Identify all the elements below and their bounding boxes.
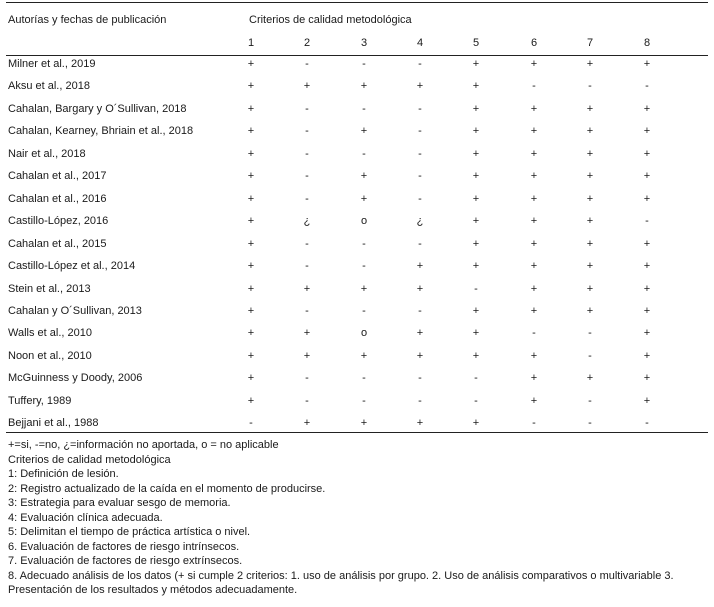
table-row: [0, 238, 714, 260]
criteria-cell-4: -: [418, 147, 422, 160]
criteria-cell-6: +: [530, 192, 538, 205]
criteria-number-6: 6: [530, 37, 538, 49]
table-row: [0, 327, 714, 349]
criteria-cell-4: +: [416, 80, 424, 93]
table-row: [0, 305, 714, 327]
row-author: Cahalan et al., 2016: [8, 192, 107, 205]
criteria-cell-8: +: [643, 260, 651, 273]
criteria-cell-6: +: [530, 170, 538, 183]
criteria-cell-2: +: [303, 327, 311, 340]
table-row: [0, 148, 714, 170]
criteria-cell-1: +: [247, 349, 255, 362]
criteria-cell-7: +: [586, 170, 594, 183]
criteria-cell-3: -: [362, 58, 366, 70]
criteria-cell-7: +: [586, 282, 594, 295]
criteria-cell-2: -: [305, 170, 309, 183]
criteria-cell-3: -: [362, 394, 366, 407]
criteria-cell-6: -: [532, 327, 536, 340]
row-author: Aksu et al., 2018: [8, 80, 90, 93]
row-author: Milner et al., 2019: [8, 58, 96, 70]
criteria-cell-2: +: [303, 282, 311, 295]
criteria-cell-5: +: [472, 80, 480, 93]
criteria-cell-5: +: [472, 417, 480, 430]
row-author: Walls et al., 2010: [8, 327, 92, 340]
row-author: Nair et al., 2018: [8, 147, 86, 160]
criteria-cell-8: -: [645, 215, 649, 228]
criteria-cell-2: -: [305, 125, 309, 138]
criteria-cell-8: +: [643, 237, 651, 250]
criteria-cell-2: -: [305, 304, 309, 317]
criteria-cell-7: +: [586, 215, 594, 228]
header-bottom-rule: [6, 55, 708, 56]
criteria-cell-3: +: [360, 282, 368, 295]
criteria-cell-4: -: [418, 372, 422, 385]
criteria-item-3: 3: Estrategia para evaluar sesgo de memoria.: [8, 497, 231, 509]
criteria-cell-7: -: [588, 417, 592, 430]
criteria-cell-8: +: [643, 58, 651, 70]
table-row: [0, 215, 714, 237]
row-author: Cahalan et al., 2015: [8, 237, 107, 250]
criteria-cell-7: +: [586, 147, 594, 160]
criteria-cell-7: +: [586, 304, 594, 317]
criteria-cell-8: -: [645, 417, 649, 430]
criteria-cell-5: -: [474, 282, 478, 295]
criteria-cell-2: +: [303, 417, 311, 430]
criteria-cell-5: +: [472, 102, 480, 115]
row-author: Stein et al., 2013: [8, 282, 91, 295]
criteria-cell-8: +: [643, 282, 651, 295]
table-row: [0, 417, 714, 439]
criteria-cell-6: +: [530, 58, 538, 70]
criteria-cell-4: -: [418, 237, 422, 250]
criteria-cell-1: +: [247, 58, 255, 70]
criteria-item-7: 7. Evaluación de factores de riesgo extrínsecos.: [8, 555, 243, 567]
criteria-cell-8: -: [645, 80, 649, 93]
legend-note: +=si, -=no, ¿=información no aportada, o = no aplicable: [8, 439, 279, 451]
criteria-number-5: 5: [472, 37, 480, 49]
row-author: Castillo-López et al., 2014: [8, 260, 136, 273]
criteria-heading-note: Criterios de calidad metodológica: [8, 453, 171, 466]
criteria-cell-2: ¿: [303, 215, 311, 228]
criteria-number-4: 4: [416, 37, 424, 49]
criteria-cell-5: +: [472, 170, 480, 183]
criteria-cell-3: -: [362, 147, 366, 160]
criteria-cell-2: -: [305, 372, 309, 385]
table-row: [0, 260, 714, 282]
criteria-cell-1: +: [247, 215, 255, 228]
criteria-cell-4: -: [418, 394, 422, 407]
criteria-cell-1: +: [247, 237, 255, 250]
criteria-cell-5: +: [472, 327, 480, 340]
criteria-cell-6: +: [530, 260, 538, 273]
table-row: [0, 372, 714, 394]
criteria-cell-1: +: [247, 260, 255, 273]
criteria-cell-2: -: [305, 147, 309, 160]
criteria-cell-8: +: [643, 327, 651, 340]
criteria-cell-7: +: [586, 192, 594, 205]
criteria-cell-1: +: [247, 80, 255, 93]
criteria-number-1: 1: [247, 37, 255, 49]
criteria-cell-4: -: [418, 170, 422, 183]
row-author: Cahalan, Bargary y O´Sullivan, 2018: [8, 102, 187, 115]
criteria-cell-4: -: [418, 102, 422, 115]
row-author: Bejjani et al., 1988: [8, 417, 99, 430]
criteria-cell-8: +: [643, 125, 651, 138]
row-author: Cahalan y O´Sullivan, 2013: [8, 304, 142, 317]
criteria-cell-2: -: [305, 237, 309, 250]
criteria-item-1: 1: Definición de lesión.: [8, 468, 119, 480]
criteria-cell-3: +: [360, 125, 368, 138]
criteria-cell-2: -: [305, 58, 309, 70]
criteria-column-header: Criterios de calidad metodológica: [249, 14, 412, 26]
table-row: [0, 103, 714, 125]
criteria-cell-6: +: [530, 304, 538, 317]
criteria-cell-7: -: [588, 349, 592, 362]
criteria-number-8: 8: [643, 37, 651, 49]
criteria-cell-1: +: [247, 394, 255, 407]
criteria-cell-8: +: [643, 102, 651, 115]
criteria-cell-3: -: [362, 304, 366, 317]
criteria-cell-3: +: [360, 192, 368, 205]
table-row: [0, 125, 714, 147]
table-row: [0, 395, 714, 417]
criteria-cell-3: +: [360, 417, 368, 430]
criteria-cell-6: +: [530, 349, 538, 362]
criteria-cell-1: +: [247, 327, 255, 340]
criteria-cell-2: -: [305, 394, 309, 407]
criteria-cell-5: +: [472, 349, 480, 362]
criteria-cell-2: +: [303, 80, 311, 93]
criteria-item-6: 6. Evaluación de factores de riesgo intrínsecos.: [8, 540, 240, 553]
table-bottom-rule: [6, 432, 708, 433]
criteria-cell-6: +: [530, 125, 538, 138]
criteria-cell-3: +: [360, 170, 368, 183]
criteria-cell-8: +: [643, 372, 651, 385]
criteria-cell-4: -: [418, 304, 422, 317]
criteria-cell-4: -: [418, 58, 422, 70]
criteria-cell-6: -: [532, 80, 536, 93]
criteria-cell-4: -: [418, 192, 422, 205]
criteria-cell-2: -: [305, 260, 309, 273]
criteria-cell-6: +: [530, 147, 538, 160]
table-top-rule: [6, 2, 708, 3]
criteria-cell-5: +: [472, 215, 480, 228]
criteria-cell-3: -: [362, 237, 366, 250]
row-author: Cahalan, Kearney, Bhriain et al., 2018: [8, 125, 194, 138]
criteria-cell-3: o: [360, 327, 368, 340]
criteria-cell-4: -: [418, 125, 422, 138]
criteria-cell-7: -: [588, 394, 592, 407]
criteria-cell-3: -: [362, 102, 366, 115]
criteria-cell-6: -: [532, 417, 536, 430]
criteria-cell-8: +: [643, 349, 651, 362]
criteria-item-8: 8. Adecuado análisis de los datos (+ si cumple 2 criterios: 1. uso de análisis por grupo. 2. Uso de análisis comparativos o multivariable 3.: [8, 569, 674, 582]
criteria-item-4: 4: Evaluación clínica adecuada.: [8, 511, 163, 524]
row-author: McGuinness y Doody, 2006: [8, 372, 143, 385]
criteria-cell-6: +: [530, 237, 538, 250]
criteria-number-7: 7: [586, 37, 594, 49]
criteria-cell-7: +: [586, 102, 594, 115]
criteria-item-5: 5: Delimitan el tiempo de práctica artística o nivel.: [8, 526, 251, 538]
criteria-cell-1: +: [247, 282, 255, 295]
criteria-cell-1: +: [247, 372, 255, 385]
criteria-cell-6: +: [530, 394, 538, 407]
criteria-cell-1: +: [247, 170, 255, 183]
criteria-cell-7: +: [586, 58, 594, 70]
criteria-cell-7: +: [586, 125, 594, 138]
criteria-cell-1: -: [249, 417, 253, 430]
criteria-cell-3: -: [362, 260, 366, 273]
table-row: [0, 193, 714, 215]
criteria-cell-5: +: [472, 192, 480, 205]
row-author: Castillo-López, 2016: [8, 215, 109, 228]
criteria-number-3: 3: [360, 37, 368, 49]
table-notes: [8, 438, 708, 598]
row-author: Cahalan et al., 2017: [8, 170, 107, 183]
table-row: [0, 283, 714, 305]
criteria-cell-3: o: [360, 215, 368, 228]
criteria-cell-8: +: [643, 304, 651, 317]
criteria-cell-5: -: [474, 372, 478, 385]
criteria-cell-6: +: [530, 372, 538, 385]
criteria-cell-2: -: [305, 192, 309, 205]
criteria-cell-4: +: [416, 260, 424, 273]
criteria-cell-7: +: [586, 237, 594, 250]
criteria-cell-7: +: [586, 260, 594, 273]
criteria-cell-5: +: [472, 237, 480, 250]
author-column-header: Autorías y fechas de publicación: [8, 14, 167, 26]
criteria-cell-2: -: [305, 102, 309, 115]
criteria-cell-7: +: [586, 372, 594, 385]
criteria-cell-6: +: [530, 282, 538, 295]
criteria-cell-5: +: [472, 58, 480, 70]
criteria-cell-1: +: [247, 192, 255, 205]
criteria-cell-1: +: [247, 304, 255, 317]
criteria-item-2: 2: Registro actualizado de la caída en el momento de producirse.: [8, 482, 326, 495]
table-row: [0, 170, 714, 192]
criteria-cell-8: +: [643, 147, 651, 160]
table-row: [0, 350, 714, 372]
criteria-cell-4: +: [416, 327, 424, 340]
criteria-cell-4: +: [416, 417, 424, 430]
criteria-cell-6: +: [530, 102, 538, 115]
criteria-cell-2: +: [303, 349, 311, 362]
criteria-cell-8: +: [643, 170, 651, 183]
criteria-cell-4: ¿: [416, 215, 424, 228]
row-author: Tuffery, 1989: [8, 394, 72, 407]
criteria-cell-3: +: [360, 80, 368, 93]
criteria-cell-8: +: [643, 192, 651, 205]
criteria-cell-5: -: [474, 394, 478, 407]
criteria-cell-5: +: [472, 125, 480, 138]
table-row: [0, 80, 714, 102]
criteria-cell-7: -: [588, 327, 592, 340]
criteria-cell-1: +: [247, 147, 255, 160]
table-row: [0, 58, 714, 80]
criteria-cell-1: +: [247, 102, 255, 115]
criteria-cell-3: +: [360, 349, 368, 362]
criteria-cell-5: +: [472, 147, 480, 160]
criteria-cell-4: +: [416, 282, 424, 295]
criteria-cell-5: +: [472, 304, 480, 317]
criteria-number-2: 2: [303, 37, 311, 49]
criteria-cell-1: +: [247, 125, 255, 138]
criteria-cell-8: +: [643, 394, 651, 407]
criteria-cell-6: +: [530, 215, 538, 228]
criteria-cell-7: -: [588, 80, 592, 93]
row-author: Noon et al., 2010: [8, 349, 92, 362]
criteria-item-8-continued: Presentación de los resultados y métodos adecuadamente.: [8, 584, 298, 596]
criteria-cell-3: -: [362, 372, 366, 385]
criteria-cell-5: +: [472, 260, 480, 273]
criteria-cell-4: +: [416, 349, 424, 362]
